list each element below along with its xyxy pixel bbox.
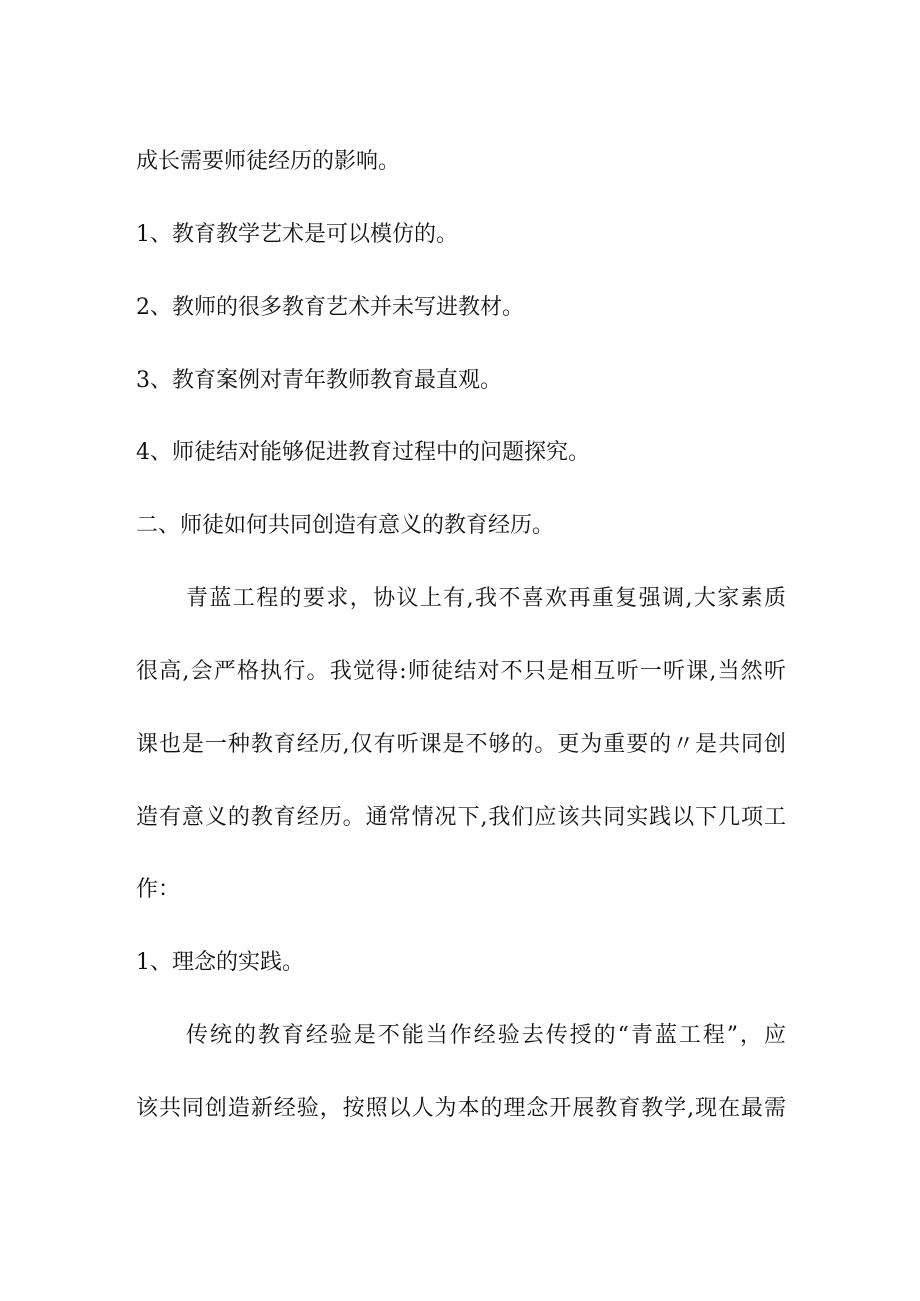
subheading-1: 1、理念的实践。: [136, 950, 304, 975]
paragraph-1-line-1: 青蓝工程的要求，协议上有,我不喜欢再重复强调,大家素质: [186, 586, 786, 611]
list-item-2: 2、教师的很多教育艺术并未写进教材。: [136, 295, 524, 320]
paragraph-2-line-2: 该共同创造新经验，按照以人为本的理念开展教育教学,现在最需: [136, 1096, 786, 1121]
list-item-4: 4、师徒结对能够促进教育过程中的问题探究。: [136, 440, 590, 465]
paragraph-1-line-5: 作：: [136, 877, 181, 902]
paragraph-1-line-2: 很高,会严格执行。我觉得:师徒结对不只是相互听一听课,当然听: [136, 659, 786, 684]
list-item-1: 1、教育教学艺术是可以模仿的。: [136, 222, 458, 247]
paragraph-1-line-4: 造有意义的教育经历。通常情况下,我们应该共同实践以下几项工: [136, 805, 786, 830]
paragraph-1-line-3: 课也是一种教育经历,仅有听课是不够的。更为重要的〃是共同创: [136, 732, 786, 757]
text-line-1: 成长需要师徒经历的影响。: [136, 149, 401, 174]
paragraph-2-line-1: 传统的教育经验是不能当作经验去传授的“青蓝工程”，应: [186, 1023, 786, 1048]
section-heading: 二、师徒如何共同创造有意义的教育经历。: [136, 513, 555, 538]
list-item-3: 3、教育案例对青年教师教育最直观。: [136, 368, 502, 393]
